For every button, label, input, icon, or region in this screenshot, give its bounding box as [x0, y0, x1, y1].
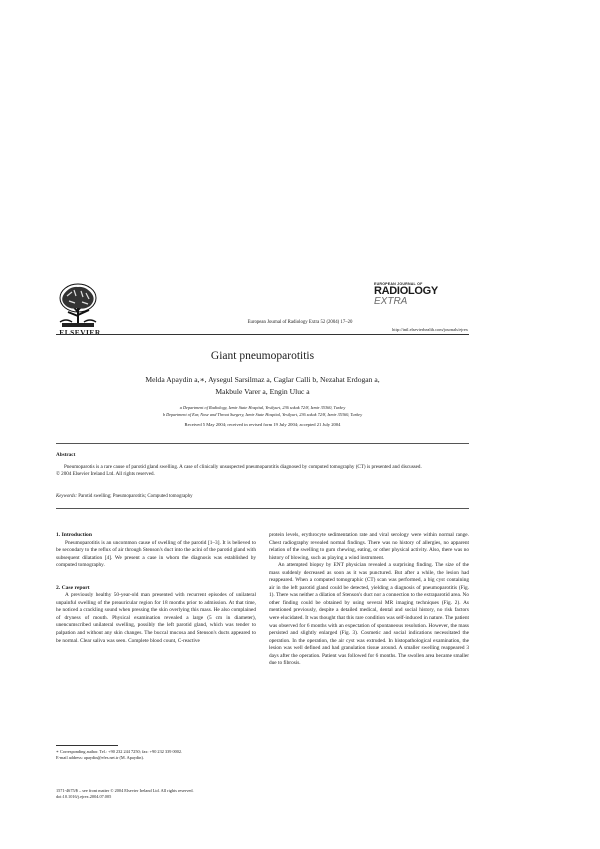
abstract-copyright: © 2004 Elsevier Ireland Ltd. All rights reserved.	[56, 470, 155, 477]
publisher-wordmark: ELSEVIER	[59, 328, 101, 337]
case-report-paragraph: A previously healthy 50-year-old man presented with recurrent episodes of unilateral unpainful swelling of the preauricular region for 18 months prior to admission. At that time, he noticed a crackling sound when pressing the skin overlying this mass. He also complained of dryness of mouth. Physical examination revealed a large (5 cm in diameter), unencumscribed unilateral swelling, possibly the left parotid gland, which was tender to palpation and without any skin changes. The buccal mucosa and Stenson's ducts appeared to be normal. Clear saliva was seen. Complete blood count, C-reactive	[56, 592, 256, 644]
article-title: Giant pneumoparotitis	[210, 350, 315, 362]
authors-line-2: Makbule Varer a, Engin Uluc a	[215, 387, 310, 397]
affiliation-b: b Department of Ear, Nose and Throat Surgery, Izmir State Hospital, Yesilyurt, 236 sokak 72/8, Izmir 35360, Turkey	[162, 412, 363, 417]
journal-url-link[interactable]: http://intl.elsevierhealth.com/journals/ejrex	[392, 327, 468, 332]
issn-line: 1571-4675/$ – see front matter © 2004 Elsevier Ireland Ltd. All rights reserved.	[56, 788, 194, 793]
footnote-rule	[56, 745, 118, 746]
author-list	[80, 374, 445, 398]
corresponding-email: E-mail address: apaydin@efes.net.tr (M. Apaydin).	[56, 755, 144, 761]
keywords-list: Parotid swelling; Pneumoparotitis; Computed tomography	[77, 494, 193, 499]
abstract-top-rule	[56, 443, 469, 444]
keywords	[56, 494, 469, 499]
affiliation-a: a Department of Radiology, Izmir State Hospital, Yesilyurt, 236 sokak 72/8, Izmir 35360, Turkey	[179, 405, 346, 410]
abstract-heading: Abstract	[56, 452, 76, 458]
case-report-paragraph-2: An attempted biopsy by ENT physician revealed a surprising finding. The size of the mass suddenly decreased as soon as it was punctured. But after a while, the lesion had reappeared. When a computed tomographic (CT) scan was performed, a big cyst containing air in the left parotid gland could be detected, yielding a diagnosis of pneumoparotitis (Fig. 1). There was neither a dilation of Stenson's duct nor a connection to the extraparotid area. No other finding could be obtained by using several MR imaging techniques (Fig. 2). As mentioned previously, despite a detailed medical, dental and social history, no risk factors were elucidated. It was thought that this rare condition was self-induced in nature. The patient was observed for 6 months with an expectation of spontaneous resolution. However, the mass persisted and slightly enlarged (Fig. 3). Cosmetic and social indications necessitated the operation. In the operation, the air cyst was extruded. In histopathological examination, the lesion was well defined and had granulation tissue around. A smaller swelling reappeared 3 days after the operation. Patient was followed for 6 months. The swollen area became smaller due to fibrosis.	[269, 562, 469, 667]
abstract-body	[56, 464, 469, 478]
authors-line-1: Melda Apaydin a,∗, Aysegul Sarsilmaz a, Caglar Calli b, Nezahat Erdogan a,	[145, 375, 380, 384]
introduction-paragraph: Pneumoparotitis is an uncommon cause of swelling of the parotid [1–3]. It is believed to be secondary to the reflux of air through Stenson's duct into the acini of the parotid gland with subsequent dilatation [4]. We present a case in whom the diagnosis was established by computed tomography.	[56, 539, 256, 569]
case-report-heading: 2. Case report	[56, 584, 90, 591]
footnote	[56, 749, 256, 762]
corresponding-author: ∗ Corresponding author. Tel.: +90 232 244 7250; fax: +90 232 339 0002.	[56, 749, 183, 754]
right-column	[269, 532, 469, 668]
journal-logo-name: RADIOLOGY	[374, 285, 438, 297]
journal-citation: European Journal of Radiology Extra 52 (2004) 17–20	[247, 320, 353, 325]
received-dates: Received 5 May 2004; received in revised form 19 July 2004; accepted 21 July 2004	[184, 422, 341, 427]
affiliations	[56, 404, 469, 418]
doi-line[interactable]: doi:10.1016/j.ejrex.2004.07.005	[56, 794, 112, 800]
page-footer	[56, 788, 276, 801]
header-divider	[56, 334, 469, 335]
left-column	[56, 532, 256, 645]
elsevier-tree-logo	[56, 282, 100, 328]
journal-logo-top: EUROPEAN JOURNAL OF	[374, 282, 423, 286]
keywords-label: Keywords:	[56, 494, 78, 499]
introduction-heading: 1. Introduction	[56, 532, 92, 538]
abstract-text: Pneumoparotis is a rare cause of parotid gland swelling. A case of clinically unsuspected pneumoparotitis diagnosed by computed tomography (CT) is presented and discussed.	[64, 464, 422, 470]
journal-logo-extra: EXTRA	[374, 296, 408, 307]
journal-logo	[374, 282, 438, 326]
abstract-bottom-rule	[56, 508, 469, 509]
case-report-continued: protein levels, erythrocyte sedimentation rate and viral serology were within normal range. Chest radiography revealed normal findings. There was no history of allergies, no apparent relation of the swelling to gum chewing, eating, or other physical activity. Also, there was no history of blowing, such as playing a wind instrument.	[269, 532, 469, 561]
